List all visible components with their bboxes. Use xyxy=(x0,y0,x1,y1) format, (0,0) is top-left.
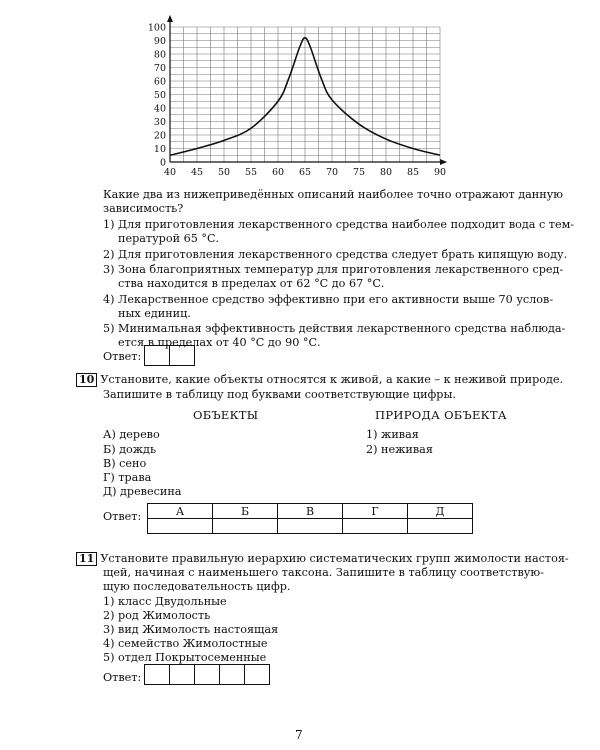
q10-answer-label: Ответ: xyxy=(103,510,142,523)
q11-answer-cell[interactable] xyxy=(244,664,270,685)
letter-cell: В xyxy=(278,504,343,519)
q9-question-line2: зависимость? xyxy=(103,202,184,215)
y-tick-label: 0 xyxy=(159,157,166,169)
q9-option-3-line1: 3) Зона благоприятных температур для приготовления лекарственного сред- xyxy=(103,263,564,276)
q9-option-1-line2: пературой 65 °С. xyxy=(118,232,220,245)
chart-axes xyxy=(167,15,447,165)
q9-option-5-line2: ется в пределах от 40 °С до 90 °С. xyxy=(118,336,321,349)
y-tick-labels xyxy=(148,23,166,169)
q9-option-4-line1: 4) Лекарственное средство эффективно при его активности выше 70 услов- xyxy=(103,293,554,306)
y-tick-label: 80 xyxy=(153,49,166,61)
q9-answer-label: Ответ: xyxy=(103,350,142,363)
object-item: А) дерево xyxy=(103,428,160,441)
q9-option-1-line1: 1) Для приготовления лекарственного средства наиболее подходит вода с тем- xyxy=(103,218,575,231)
q11-line1: 11 Установите правильную иерархию систематических групп жимолости настоя- xyxy=(76,552,569,566)
letter-cell: Б xyxy=(213,504,278,519)
q9-option-5-line1: 5) Минимальная эффективность действия лекарственного средства наблюда- xyxy=(103,322,566,335)
q11-answer-label: Ответ: xyxy=(103,671,142,684)
q9-option-2: 2) Для приготовления лекарственного средства следует брать кипящую воду. xyxy=(103,248,568,261)
x-tick-label: 80 xyxy=(379,167,393,178)
nature-header: ПРИРОДА ОБЪЕКТА xyxy=(375,408,507,422)
q10-line2: Запишите в таблицу под буквами соответствующие цифры. xyxy=(103,388,456,401)
object-item: Д) древесина xyxy=(103,485,182,498)
taxon-item: 2) род Жимолость xyxy=(103,609,211,622)
q11-answer-cell[interactable] xyxy=(219,664,245,685)
x-tick-label: 60 xyxy=(271,167,285,178)
answer-cell[interactable] xyxy=(278,519,343,534)
taxon-item: 4) семейство Жимолостные xyxy=(103,637,268,650)
answers-row xyxy=(148,519,473,534)
letter-cell: А xyxy=(148,504,213,519)
answer-cell[interactable] xyxy=(213,519,278,534)
y-tick-label: 90 xyxy=(153,36,166,47)
object-item: В) сено xyxy=(103,457,147,470)
letter-cell: Г xyxy=(343,504,408,519)
activity-temperature-chart xyxy=(138,14,448,186)
y-axis-arrow xyxy=(167,15,173,22)
x-tick-label: 40 xyxy=(163,167,177,178)
nature-item: 1) живая xyxy=(366,428,419,441)
x-tick-labels xyxy=(164,167,446,178)
x-tick-label: 75 xyxy=(352,167,366,178)
q10-line1: 10 Установите, какие объекты относятся к живой, а какие – к неживой природе. xyxy=(76,373,563,387)
answer-cell[interactable] xyxy=(408,519,473,534)
q11-line3: щую последовательность цифр. xyxy=(103,580,291,593)
q11-line2: щей, начиная с наименьшего таксона. Запишите в таблицу соответствую- xyxy=(103,566,544,579)
answer-cell[interactable] xyxy=(343,519,408,534)
taxon-item: 5) отдел Покрытосеменные xyxy=(103,651,267,664)
q9-answer-boxes[interactable] xyxy=(145,345,195,366)
y-tick-label: 30 xyxy=(153,117,166,128)
x-axis-arrow xyxy=(440,159,447,165)
q11-answer-boxes[interactable] xyxy=(145,664,270,685)
q10-answer-table xyxy=(147,503,473,534)
letters-row xyxy=(148,504,473,519)
q9-question-line1: Какие два из нижеприведённых описаний наиболее точно отражают данную xyxy=(103,188,564,201)
x-tick-label: 50 xyxy=(217,167,231,178)
x-tick-label: 65 xyxy=(298,167,312,178)
y-tick-label: 20 xyxy=(153,130,166,142)
y-tick-label: 60 xyxy=(153,76,166,88)
q9-answer-cell[interactable] xyxy=(144,345,170,366)
q11-number: 11 xyxy=(76,552,97,566)
objects-header: ОБЪЕКТЫ xyxy=(193,408,259,422)
y-tick-label: 70 xyxy=(153,63,166,74)
y-tick-label: 10 xyxy=(153,144,166,155)
object-item: Б) дождь xyxy=(103,443,157,456)
x-tick-label: 70 xyxy=(325,167,339,178)
x-tick-label: 85 xyxy=(406,167,420,178)
q11-answer-cell[interactable] xyxy=(194,664,220,685)
letter-cell: Д xyxy=(408,504,473,519)
taxon-item: 3) вид Жимолость настоящая xyxy=(103,623,279,636)
q9-option-3-line2: ства находится в пределах от 62 °С до 67 °С. xyxy=(118,277,385,290)
q11-answer-cell[interactable] xyxy=(169,664,195,685)
answer-cell[interactable] xyxy=(148,519,213,534)
q9-answer-cell[interactable] xyxy=(169,345,195,366)
chart-grid xyxy=(170,27,440,162)
y-tick-label: 40 xyxy=(153,103,166,115)
x-tick-label: 55 xyxy=(244,167,258,178)
taxon-item: 1) класс Двудольные xyxy=(103,595,227,608)
q10-number: 10 xyxy=(76,373,97,387)
y-tick-label: 50 xyxy=(153,90,166,101)
y-tick-label: 100 xyxy=(147,22,166,34)
q9-option-4-line2: ных единиц. xyxy=(118,307,191,320)
page-number: 7 xyxy=(295,728,303,742)
x-tick-label: 45 xyxy=(190,167,204,178)
q11-answer-cell[interactable] xyxy=(144,664,170,685)
x-tick-label: 90 xyxy=(433,167,447,178)
object-item: Г) трава xyxy=(103,471,152,484)
nature-item: 2) неживая xyxy=(366,443,433,456)
